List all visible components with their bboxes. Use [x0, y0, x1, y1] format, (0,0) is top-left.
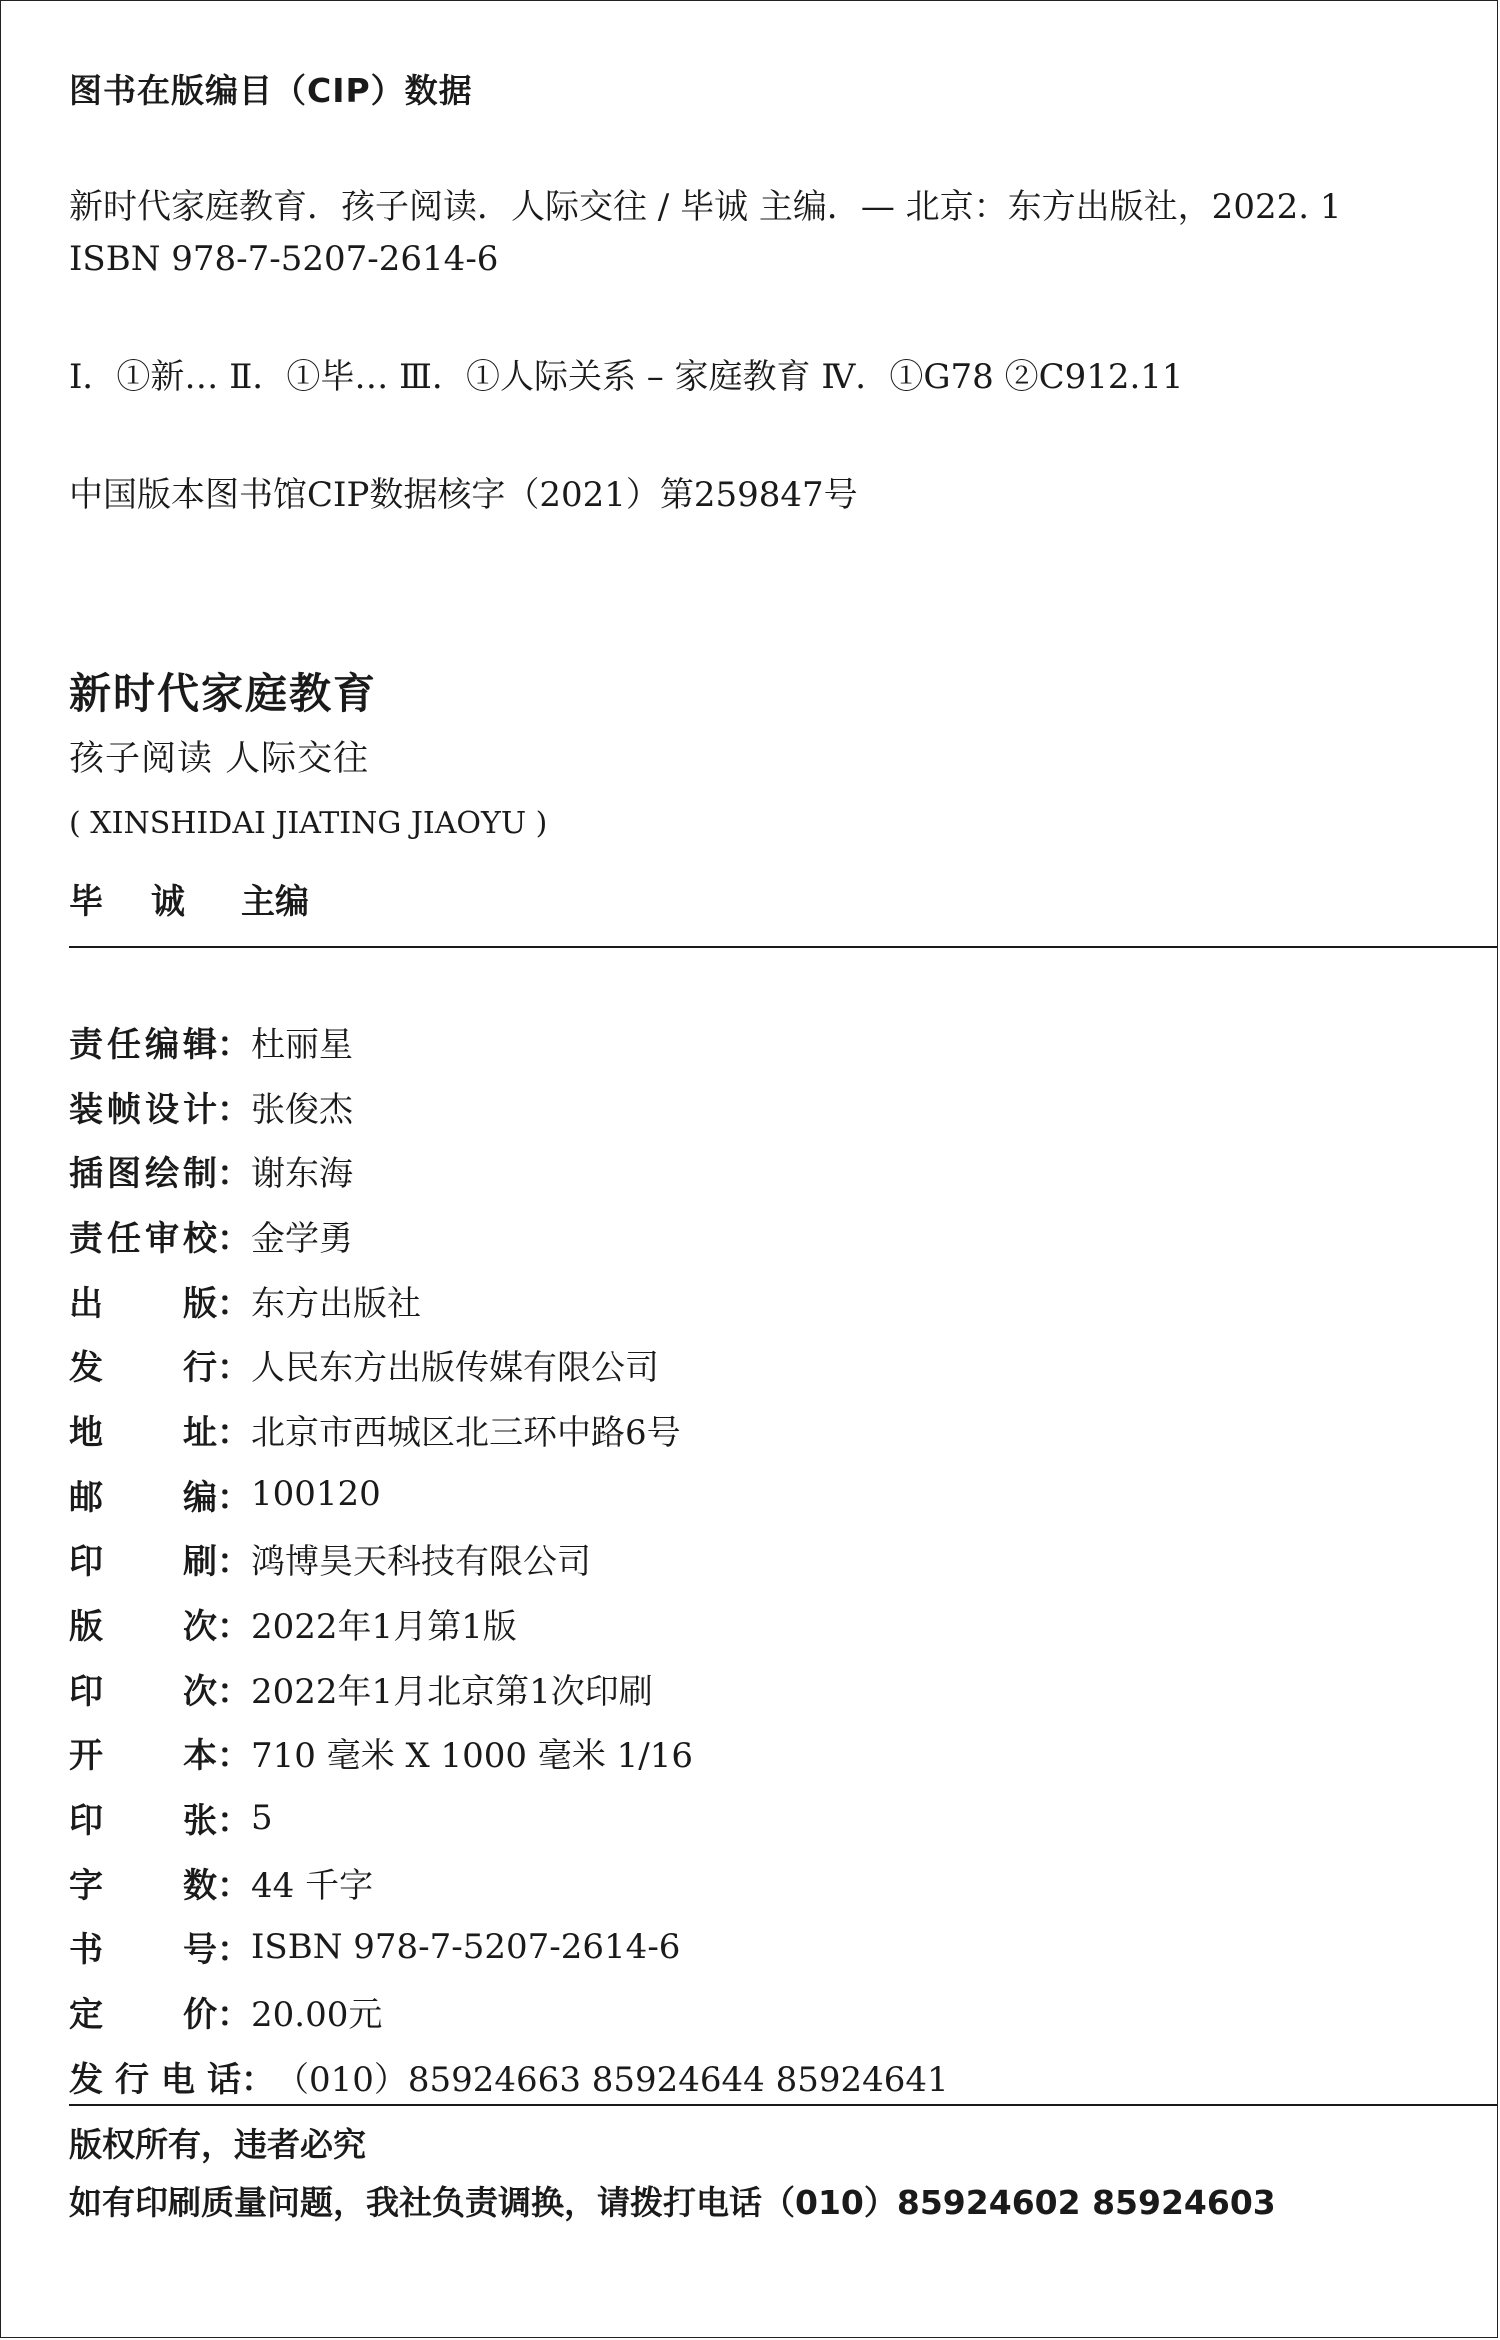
copyright-notice: 版权所有，违者必究 [69, 2125, 366, 2164]
info-label-char: 话 [207, 2059, 241, 2100]
cip-isbn-line: ISBN 978-7-5207-2614-6 [69, 239, 499, 279]
info-row [69, 1785, 949, 1850]
info-label [69, 1858, 217, 1907]
info-label-char: 电 [161, 2059, 195, 2100]
info-colon: ： [217, 1865, 251, 1906]
info-label-char: 次 [183, 1607, 217, 1648]
info-row [69, 1332, 949, 1397]
info-colon: ： [217, 1154, 251, 1195]
info-value: 谢东海 [251, 1154, 353, 1195]
info-label-char: 出 [69, 1283, 103, 1324]
info-value: 44 千字 [251, 1865, 374, 1906]
info-colon: ： [217, 1542, 251, 1583]
info-label-char: 辑 [183, 1024, 217, 1065]
info-label [69, 1017, 217, 1066]
info-label-char: 开 [69, 1736, 103, 1777]
info-label-char: 地 [69, 1412, 103, 1453]
info-label-char: 图 [107, 1154, 141, 1195]
info-row [69, 1074, 949, 1139]
info-value: 东方出版社 [251, 1283, 421, 1324]
editor-name-char-2: 诚 [151, 882, 185, 922]
info-label [69, 1987, 217, 2036]
info-label-char: 任 [107, 1024, 141, 1065]
info-label-char: 字 [69, 1865, 103, 1906]
info-colon: ： [217, 1995, 251, 2036]
info-label [69, 2052, 241, 2101]
info-label-char: 版 [183, 1283, 217, 1324]
info-colon: ： [217, 1024, 251, 1065]
info-label-char: 计 [183, 1089, 217, 1130]
info-label-char: 次 [183, 1671, 217, 1712]
info-label-char: 审 [145, 1218, 179, 1259]
info-row [69, 1527, 949, 1592]
cip-bibliographic-line: 新时代家庭教育．孩子阅读．人际交往 / 毕诚 主编．— 北京：东方出版社，2022. 1 [69, 187, 1342, 227]
info-value: 北京市西城区北三环中路6号 [251, 1412, 681, 1453]
info-colon: ： [217, 1801, 251, 1842]
info-colon: ： [241, 2059, 275, 2100]
info-label-char: 张 [183, 1801, 217, 1842]
info-value: 鸿博昊天科技有限公司 [251, 1542, 591, 1583]
book-editor [69, 874, 309, 923]
info-label-char: 发 [69, 2059, 103, 2100]
info-label-char: 址 [183, 1412, 217, 1453]
info-label [69, 1793, 217, 1842]
info-value: 2022年1月北京第1次印刷 [251, 1671, 653, 1712]
info-row [69, 1591, 949, 1656]
info-value: ISBN 978-7-5207-2614-6 [251, 1926, 681, 1967]
info-label-char: 任 [107, 1218, 141, 1259]
info-label-char: 定 [69, 1995, 103, 2036]
info-label-char: 书 [69, 1930, 103, 1971]
divider-bottom [69, 2104, 1497, 2106]
info-value: 张俊杰 [251, 1089, 353, 1130]
info-label [69, 1728, 217, 1777]
info-label [69, 1276, 217, 1325]
cip-heading: 图书在版编目（CIP）数据 [69, 71, 473, 110]
info-row [69, 1268, 949, 1333]
info-label [69, 1922, 217, 1971]
info-label [69, 1599, 217, 1648]
info-colon: ： [217, 1671, 251, 1712]
info-label-char: 号 [183, 1930, 217, 1971]
info-value: 710 毫米 X 1000 毫米 1/16 [251, 1736, 694, 1777]
info-colon: ： [217, 1089, 251, 1130]
info-colon: ： [217, 1218, 251, 1259]
book-title: 新时代家庭教育 [69, 669, 378, 718]
info-label [69, 1211, 217, 1260]
info-label-char: 责 [69, 1024, 103, 1065]
info-label-char: 刷 [183, 1542, 217, 1583]
info-colon: ： [217, 1348, 251, 1389]
info-label-char: 印 [69, 1801, 103, 1842]
info-label-char: 本 [183, 1736, 217, 1777]
cip-classification-line: Ⅰ．①新… Ⅱ．①毕… Ⅲ．①人际关系 – 家庭教育 Ⅳ．①G78 ②C912.11 [69, 357, 1184, 397]
info-label-char: 帧 [107, 1089, 141, 1130]
info-colon: ： [217, 1283, 251, 1324]
info-label-char: 版 [69, 1607, 103, 1648]
info-label-char: 发 [69, 1348, 103, 1389]
info-value: 100120 [251, 1474, 381, 1515]
info-label-char: 责 [69, 1218, 103, 1259]
info-label-char: 行 [183, 1348, 217, 1389]
info-label-char: 绘 [145, 1154, 179, 1195]
info-colon: ： [217, 1930, 251, 1971]
info-label-char: 制 [183, 1154, 217, 1195]
info-label [69, 1146, 217, 1195]
info-value: 20.00元 [251, 1995, 383, 2036]
info-value: 杜丽星 [251, 1024, 353, 1065]
info-label-char: 装 [69, 1089, 103, 1130]
info-label-char: 编 [145, 1024, 179, 1065]
info-label-char: 插 [69, 1154, 103, 1195]
info-row [69, 1915, 949, 1980]
divider-top [69, 946, 1497, 948]
info-row [69, 1138, 949, 1203]
info-label-char: 行 [115, 2059, 149, 2100]
info-colon: ： [217, 1736, 251, 1777]
info-label [69, 1340, 217, 1389]
info-row [69, 1009, 949, 1074]
info-label [69, 1405, 217, 1454]
info-value: 5 [251, 1797, 273, 1838]
info-value: 2022年1月第1版 [251, 1607, 517, 1648]
info-colon: ： [217, 1412, 251, 1453]
info-row [69, 1656, 949, 1721]
info-label [69, 1534, 217, 1583]
book-pinyin-title: ( XINSHIDAI JIATING JIAOYU ) [69, 806, 548, 841]
info-row [69, 2044, 949, 2109]
book-subtitle: 孩子阅读 人际交往 [69, 739, 370, 779]
info-value: （010）85924663 85924644 85924641 [275, 2059, 949, 2100]
info-row [69, 1721, 949, 1786]
info-row [69, 1397, 949, 1462]
info-label-char: 邮 [69, 1477, 103, 1518]
cip-catalog-number-line: 中国版本图书馆CIP数据核字（2021）第259847号 [69, 475, 858, 515]
info-label [69, 1082, 217, 1131]
info-row [69, 1850, 949, 1915]
info-label-char: 数 [183, 1865, 217, 1906]
info-label-char: 印 [69, 1542, 103, 1583]
publication-info-list [69, 1009, 949, 2109]
info-row [69, 1462, 949, 1527]
info-label-char: 设 [145, 1089, 179, 1130]
editor-name-char-1: 毕 [69, 882, 103, 922]
info-label-char: 编 [183, 1477, 217, 1518]
info-label-char: 印 [69, 1671, 103, 1712]
info-label-char: 校 [183, 1218, 217, 1259]
info-row [69, 1203, 949, 1268]
info-value: 人民东方出版传媒有限公司 [251, 1348, 659, 1389]
info-colon: ： [217, 1477, 251, 1518]
editor-role: 主编 [241, 882, 309, 922]
info-label-char: 价 [183, 1995, 217, 2036]
info-value: 金学勇 [251, 1218, 353, 1259]
quality-issue-notice: 如有印刷质量问题，我社负责调换，请拨打电话（010）85924602 85924603 [69, 2183, 1276, 2222]
info-colon: ： [217, 1607, 251, 1648]
info-label [69, 1664, 217, 1713]
info-label [69, 1470, 217, 1519]
info-row [69, 1979, 949, 2044]
